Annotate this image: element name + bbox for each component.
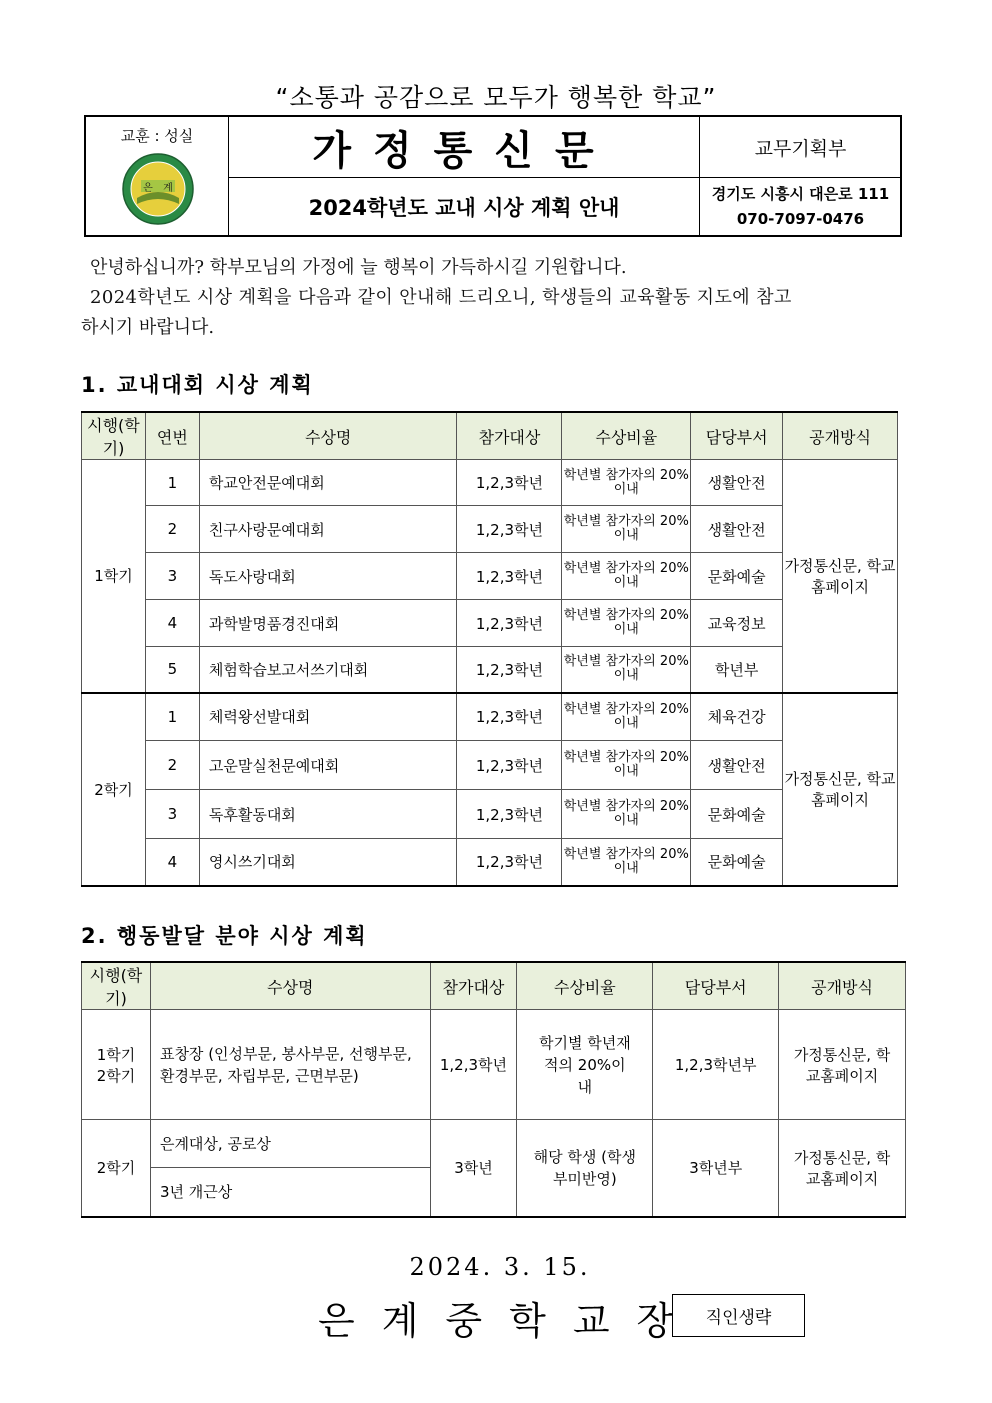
department-name: 교무기획부 [699, 117, 901, 178]
award-target: 1,2,3학년 [430, 1010, 517, 1120]
col-header-award-name: 수상명 [199, 412, 457, 460]
award-target: 1,2,3학년 [457, 741, 562, 790]
award-target: 1,2,3학년 [457, 553, 562, 600]
award-ratio: 학년별 참가자의 20%이내 [562, 647, 691, 693]
col-header-award-name: 수상명 [150, 962, 430, 1010]
col-header-semester: 시행(학기) [82, 412, 146, 460]
col-header-ratio: 수상비율 [517, 962, 653, 1010]
award-target: 1,2,3학년 [457, 839, 562, 886]
award-department: 생활안전 [691, 506, 783, 553]
newsletter-title: 가정통신문 [229, 117, 699, 178]
newsletter-subtitle: 2024학년도 교내 시상 계획 안내 [308, 195, 620, 220]
school-info-cell [86, 117, 229, 235]
award-department: 생활안전 [691, 460, 783, 506]
disclosure-cell: 가정통신문, 학교홈페이지 [779, 1010, 906, 1120]
table-row [82, 839, 898, 886]
award-ratio: 학기별 학년재적의 20%이내 [517, 1010, 653, 1120]
award-name: 독도사랑대회 [199, 553, 457, 600]
school-emblem-icon [121, 152, 195, 226]
award-name: 친구사랑문예대회 [199, 506, 457, 553]
award-name: 영시쓰기대회 [199, 839, 457, 886]
table-row [82, 741, 898, 790]
intro-line-1: 안녕하십니까? 학부모님의 가정에 늘 행복이 가득하시길 기원합니다. [90, 257, 627, 278]
award-target: 1,2,3학년 [457, 600, 562, 647]
col-header-ratio: 수상비율 [562, 412, 691, 460]
semester-cell: 1학기 2학기 [82, 1010, 151, 1120]
award-target: 1,2,3학년 [457, 647, 562, 693]
table-row [82, 1010, 906, 1120]
award-target: 1,2,3학년 [457, 790, 562, 839]
principal-signature: 은계중학교장 [318, 1299, 701, 1343]
award-name: 체력왕선발대회 [199, 693, 457, 741]
award-department: 문화예술 [691, 790, 783, 839]
row-number: 2 [145, 741, 199, 790]
award-department: 학년부 [691, 647, 783, 693]
award-name: 표창장 (인성부문, 봉사부문, 선행부문, 환경부문, 자립부문, 근면부문) [150, 1010, 430, 1120]
award-name: 과학발명품경진대회 [199, 600, 457, 647]
school-contact [699, 178, 901, 235]
award-name: 은계대상, 공로상 [150, 1120, 430, 1168]
award-ratio: 학년별 참가자의 20%이내 [562, 741, 691, 790]
school-phone: 070-7097-0476 [736, 209, 865, 228]
emblem-char-right: 계 [163, 183, 173, 194]
award-ratio: 해당 학생 (학생부미반영) [517, 1120, 653, 1217]
table-row [82, 693, 898, 741]
col-header-department: 담당부서 [653, 962, 779, 1010]
behavior-award-table [81, 961, 906, 1218]
award-name: 독후활동대회 [199, 790, 457, 839]
award-department: 문화예술 [691, 553, 783, 600]
award-department: 문화예술 [691, 839, 783, 886]
table-row [82, 506, 898, 553]
award-target: 3학년 [430, 1120, 517, 1217]
award-department: 1,2,3학년부 [653, 1010, 779, 1120]
intro-line-3: 하시기 바랍니다. [81, 317, 215, 338]
col-header-disclosure: 공개방식 [779, 962, 906, 1010]
school-address: 경기도 시흥시 대은로 111 [711, 184, 890, 203]
col-header-target: 참가대상 [430, 962, 517, 1010]
award-target: 1,2,3학년 [457, 693, 562, 741]
row-number: 3 [145, 553, 199, 600]
col-header-department: 담당부서 [691, 412, 783, 460]
newsletter-header [84, 115, 902, 237]
section1-title: 1. 교내대회 시상 계획 [81, 373, 314, 397]
award-ratio: 학년별 참가자의 20%이내 [562, 600, 691, 647]
row-number: 1 [145, 693, 199, 741]
award-department: 체육건강 [691, 693, 783, 741]
row-number: 4 [145, 839, 199, 886]
award-department: 교육정보 [691, 600, 783, 647]
table-row [82, 647, 898, 693]
table-header-row [82, 962, 906, 1010]
semester-cell: 2학기 [82, 1120, 151, 1217]
col-header-number: 연번 [145, 412, 199, 460]
award-ratio: 학년별 참가자의 20%이내 [562, 790, 691, 839]
award-name: 고운말실천문예대회 [199, 741, 457, 790]
disclosure-cell: 가정통신문, 학교홈페이지 [783, 693, 898, 886]
emblem-char-left: 은 [143, 183, 153, 194]
award-target: 1,2,3학년 [457, 506, 562, 553]
award-ratio: 학년별 참가자의 20%이내 [562, 460, 691, 506]
semester-cell: 2학기 [82, 693, 146, 886]
school-slogan: “소통과 공감으로 모두가 행복한 학교” [275, 83, 717, 112]
award-name: 3년 개근상 [150, 1168, 430, 1217]
disclosure-cell: 가정통신문, 학교홈페이지 [779, 1120, 906, 1217]
award-target: 1,2,3학년 [457, 460, 562, 506]
issue-date: 2024. 3. 15. [409, 1253, 591, 1281]
seal-omitted-box: 직인생략 [672, 1294, 805, 1337]
table-row [82, 600, 898, 647]
col-header-disclosure: 공개방식 [783, 412, 898, 460]
school-motto: 교훈 : 성실 [120, 127, 194, 145]
row-number: 3 [145, 790, 199, 839]
col-header-target: 참가대상 [457, 412, 562, 460]
row-number: 5 [145, 647, 199, 693]
award-department: 3학년부 [653, 1120, 779, 1217]
row-number: 1 [145, 460, 199, 506]
contest-award-table [81, 411, 898, 887]
award-department: 생활안전 [691, 741, 783, 790]
award-ratio: 학년별 참가자의 20%이내 [562, 506, 691, 553]
col-header-semester: 시행(학기) [82, 962, 151, 1010]
table-row [82, 460, 898, 506]
award-ratio: 학년별 참가자의 20%이내 [562, 839, 691, 886]
award-ratio: 학년별 참가자의 20%이내 [562, 553, 691, 600]
table-header-row [82, 412, 898, 460]
section2-title: 2. 행동발달 분야 시상 계획 [81, 924, 368, 948]
table-row [82, 1120, 906, 1168]
intro-line-2: 2024학년도 시상 계획을 다음과 같이 안내해 드리오니, 학생들의 교육활동 지도에 참고 [90, 287, 792, 308]
disclosure-cell: 가정통신문, 학교홈페이지 [783, 460, 898, 693]
row-number: 4 [145, 600, 199, 647]
table-row [82, 553, 898, 600]
table-row [82, 790, 898, 839]
semester-cell: 1학기 [82, 460, 146, 693]
award-name: 체험학습보고서쓰기대회 [199, 647, 457, 693]
award-name: 학교안전문예대회 [199, 460, 457, 506]
row-number: 2 [145, 506, 199, 553]
award-ratio: 학년별 참가자의 20%이내 [562, 693, 691, 741]
